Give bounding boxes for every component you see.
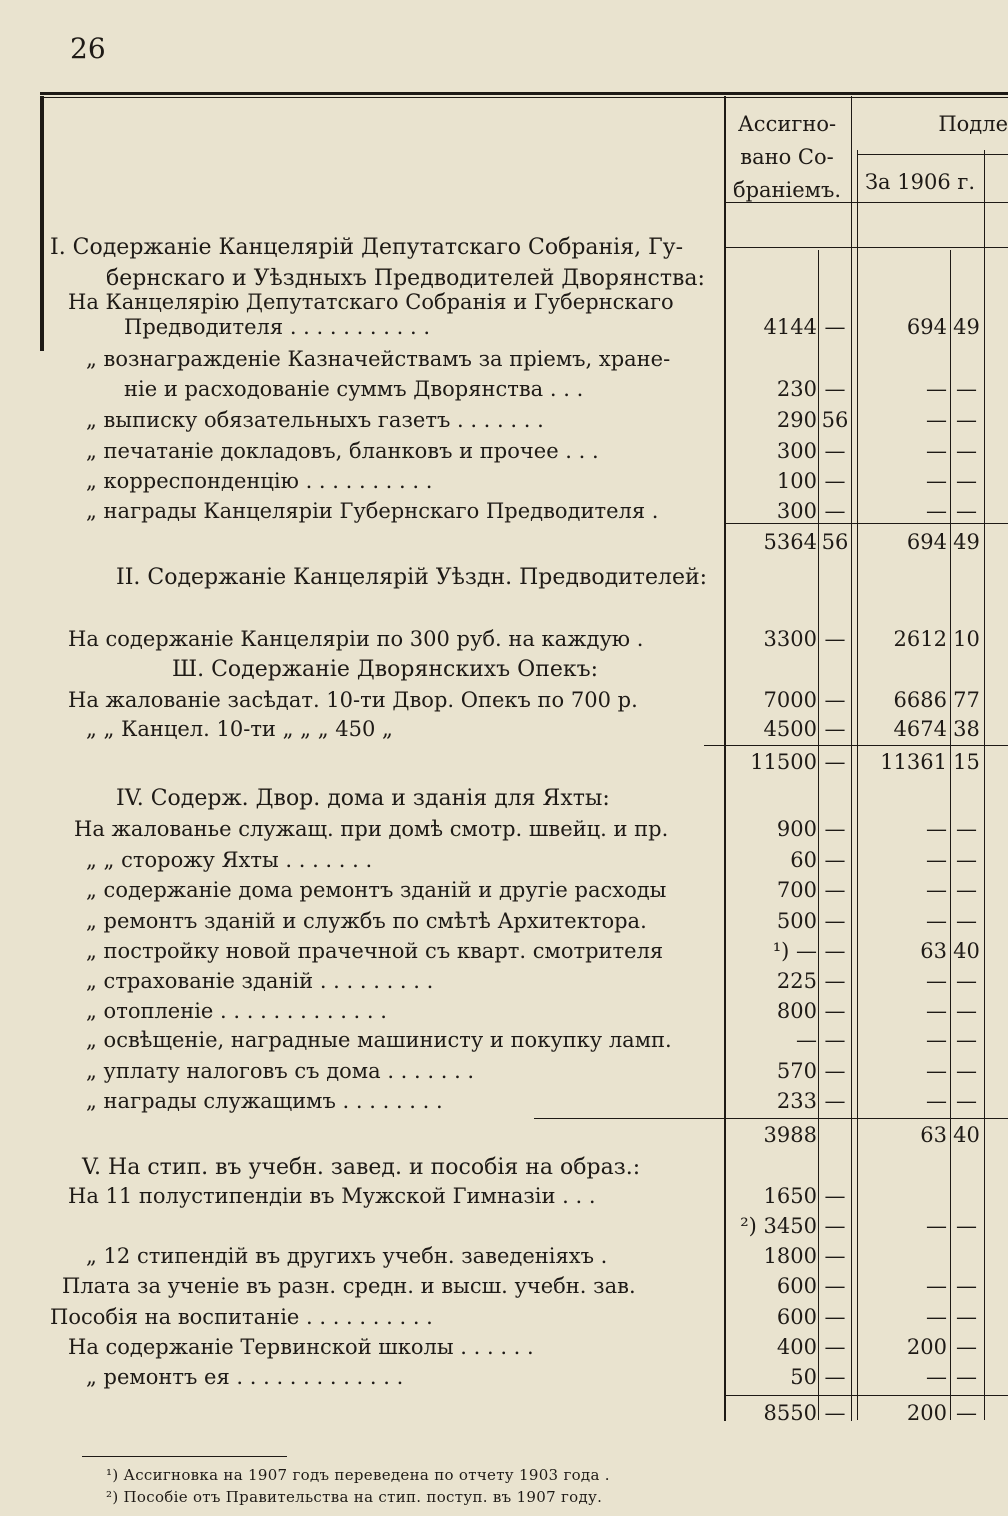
assigned-kopecks: —: [824, 999, 846, 1023]
assigned-rubles: 300: [776, 499, 817, 523]
assigned-rubles: 400: [776, 1335, 817, 1359]
assigned-rubles: 700: [776, 878, 817, 902]
assigned-rubles: 230: [776, 377, 817, 401]
assigned-rubles: 1800: [763, 1244, 817, 1268]
ledger-row: [0, 996, 1008, 1026]
spent-kopecks: —: [956, 439, 977, 463]
assigned-rubles: 8550: [763, 1401, 817, 1425]
spent-rubles: 694: [906, 530, 947, 554]
row-label: „ 12 стипендій въ другихъ учебн. заведеніяхъ .: [86, 1244, 608, 1268]
ledger-row: [0, 1181, 1008, 1211]
spent-kopecks: 40: [953, 939, 980, 963]
spent-rubles: —: [926, 1274, 947, 1298]
ledger-row: [0, 936, 1008, 966]
assigned-rubles: ¹) —: [772, 939, 817, 963]
assigned-kopecks: —: [824, 688, 846, 712]
spent-kopecks: —: [956, 969, 977, 993]
header-assigned-line: браніемъ.: [732, 178, 842, 202]
spent-rubles: —: [926, 999, 947, 1023]
header-year: За 1906 г.: [864, 170, 976, 194]
assigned-kopecks: —: [824, 817, 846, 841]
assigned-kopecks: —: [824, 1028, 846, 1052]
top-rule-thin: [40, 97, 1008, 98]
spent-kopecks: —: [956, 469, 977, 493]
section-heading: [0, 784, 1008, 814]
row-label: бернскаго и Уѣздныхъ Предводителей Дворянства:: [106, 266, 705, 291]
header-assigned-line: Ассигно-: [737, 112, 837, 136]
assigned-kopecks: —: [824, 1305, 846, 1329]
header-assigned-line: вано Со-: [740, 145, 834, 169]
assigned-rubles: 100: [776, 469, 817, 493]
assigned-kopecks: —: [824, 315, 846, 339]
assigned-kopecks: —: [824, 1214, 846, 1238]
spent-rubles: 694: [906, 315, 947, 339]
assigned-rubles: 4500: [763, 717, 817, 741]
spent-kopecks: 49: [953, 530, 980, 554]
spent-rubles: —: [926, 1305, 947, 1329]
spent-rubles: —: [926, 469, 947, 493]
assigned-rubles: 11500: [750, 750, 817, 774]
spent-rubles: —: [926, 1089, 947, 1113]
assigned-kopecks: —: [824, 878, 846, 902]
assigned-rubles: 600: [776, 1305, 817, 1329]
spent-kopecks: —: [956, 408, 977, 432]
spent-rubles: —: [926, 909, 947, 933]
ledger-row: [0, 1362, 1008, 1392]
assigned-kopecks: —: [824, 1335, 846, 1359]
page-number: 26: [70, 32, 106, 65]
row-label: „ „ сторожу Яхты . . . . . . .: [86, 848, 373, 872]
assigned-rubles: —: [796, 1028, 817, 1052]
spent-kopecks: 10: [953, 627, 980, 651]
assigned-kopecks: —: [824, 499, 846, 523]
assigned-kopecks: —: [824, 969, 846, 993]
assigned-kopecks: —: [824, 377, 846, 401]
assigned-kopecks: —: [824, 1365, 846, 1389]
assigned-rubles: 800: [776, 999, 817, 1023]
spent-rubles: —: [926, 878, 947, 902]
row-label: На Канцелярію Депутатскаго Собранія и Губернскаго: [68, 290, 674, 314]
spent-kopecks: 38: [953, 717, 980, 741]
assigned-kopecks: —: [824, 717, 846, 741]
spent-rubles: —: [926, 969, 947, 993]
section-heading: [0, 1153, 1008, 1183]
header-divider: [857, 154, 1008, 155]
spent-kopecks: —: [956, 1059, 977, 1083]
row-label: IV. Содерж. Двор. дома и зданія для Яхты:: [116, 786, 610, 811]
assigned-rubles: 500: [776, 909, 817, 933]
assigned-kopecks: —: [824, 1089, 846, 1113]
row-label: „ ремонтъ ея . . . . . . . . . . . . .: [86, 1365, 404, 1389]
assigned-rubles: 233: [776, 1089, 817, 1113]
spent-rubles: 63: [920, 1123, 947, 1147]
row-label: „ постройку новой прачечной съ кварт. смотрителя: [86, 939, 664, 963]
spent-kopecks: —: [956, 1214, 977, 1238]
ledger-row: [0, 845, 1008, 875]
section-heading: [0, 563, 1008, 593]
assigned-kopecks: 56: [821, 408, 849, 432]
row-label: „ освѣщеніе, наградные машинисту и покупку ламп.: [86, 1028, 672, 1052]
assigned-rubles: 3988: [763, 1123, 817, 1147]
spent-rubles: —: [926, 817, 947, 841]
row-label: „ содержаніе дома ремонтъ зданій и другіе расходы: [86, 878, 667, 902]
total-rule: [534, 1118, 1008, 1119]
assigned-kopecks: —: [824, 439, 846, 463]
spent-rubles: —: [926, 1028, 947, 1052]
spent-kopecks: —: [956, 1089, 977, 1113]
assigned-rubles: 570: [776, 1059, 817, 1083]
spent-kopecks: 77: [953, 688, 980, 712]
row-label: На содержаніе Канцеляріи по 300 руб. на каждую .: [68, 627, 644, 651]
spent-kopecks: —: [956, 1305, 977, 1329]
row-label: „ отопленіе . . . . . . . . . . . . .: [86, 999, 387, 1023]
spent-rubles: 2612: [893, 627, 947, 651]
row-label: ніе и расходованіе суммъ Дворянства . . .: [124, 377, 584, 401]
assigned-rubles: 300: [776, 439, 817, 463]
spent-rubles: —: [926, 377, 947, 401]
row-label: „ „ Канцел. 10-ти „ „ „ 450 „: [86, 717, 393, 741]
assigned-kopecks: —: [824, 909, 846, 933]
spent-rubles: —: [926, 848, 947, 872]
assigned-rubles: 290: [776, 408, 817, 432]
ledger-row: [0, 1271, 1008, 1301]
header-divider: [724, 202, 1008, 203]
assigned-kopecks: —: [824, 848, 846, 872]
total-rule: [704, 745, 1008, 746]
spent-rubles: —: [926, 1365, 947, 1389]
assigned-kopecks: —: [824, 1059, 846, 1083]
row-label: Ш. Содержаніе Дворянскихъ Опекъ:: [172, 657, 599, 682]
ledger-row: [0, 624, 1008, 654]
ledger-row: [0, 1211, 1008, 1241]
ledger-row: [0, 1332, 1008, 1362]
ledger-row: [0, 1025, 1008, 1055]
assigned-rubles: 900: [776, 817, 817, 841]
ledger-row: [0, 466, 1008, 496]
assigned-rubles: ²) 3450: [740, 1214, 817, 1238]
assigned-kopecks: —: [824, 469, 846, 493]
ledger-row: [0, 405, 1008, 435]
row-label: „ ремонтъ зданій и службъ по смѣтѣ Архитектора.: [86, 909, 647, 933]
subtotal-row: [0, 1398, 1008, 1428]
spent-rubles: 63: [920, 939, 947, 963]
assigned-kopecks: —: [824, 1274, 846, 1298]
row-label: На содержаніе Тервинской школы . . . . . .: [68, 1335, 534, 1359]
ledger-row: [0, 966, 1008, 996]
assigned-kopecks: —: [824, 1184, 846, 1208]
assigned-rubles: 60: [790, 848, 817, 872]
assigned-kopecks: —: [824, 939, 846, 963]
row-label: „ награды Канцеляріи Губернскаго Предводителя .: [86, 499, 659, 523]
ledger-row: [0, 344, 1008, 374]
row-label: На жалованье служащ. при домѣ смотр. швейц. и пр.: [74, 817, 669, 841]
subtotal-row: [0, 527, 1008, 557]
spent-rubles: —: [926, 408, 947, 432]
spent-kopecks: 49: [953, 315, 980, 339]
row-label: На жалованіе засѣдат. 10-ти Двор. Опекъ по 700 р.: [68, 688, 638, 712]
row-label: II. Содержаніе Канцелярій Уѣздн. Предводителей:: [116, 565, 708, 590]
row-label: „ награды служащимъ . . . . . . . .: [86, 1089, 443, 1113]
spent-kopecks: —: [956, 878, 977, 902]
ledger-row: [0, 875, 1008, 905]
spent-kopecks: 15: [953, 750, 980, 774]
spent-kopecks: —: [956, 848, 977, 872]
section-heading: [0, 233, 1008, 263]
row-label: „ печатаніе докладовъ, бланковъ и прочее . . .: [86, 439, 599, 463]
row-label: „ корреспонденцію . . . . . . . . . .: [86, 469, 433, 493]
spent-kopecks: —: [956, 499, 977, 523]
footnote: ¹) Ассигновка на 1907 годъ переведена по отчету 1903 года .: [106, 1466, 610, 1484]
spent-rubles: 4674: [893, 717, 947, 741]
spent-kopecks: —: [956, 817, 977, 841]
assigned-kopecks: —: [824, 1244, 846, 1268]
assigned-rubles: 50: [790, 1365, 817, 1389]
subtotal-row: [0, 1120, 1008, 1150]
assigned-rubles: 5364: [763, 530, 817, 554]
footnote-rule: [82, 1456, 287, 1457]
spent-kopecks: —: [956, 377, 977, 401]
assigned-rubles: 7000: [763, 688, 817, 712]
row-label: На 11 полустипендіи въ Мужской Гимназіи . . .: [68, 1184, 596, 1208]
spent-rubles: 11361: [880, 750, 947, 774]
top-rule: [40, 92, 1008, 95]
spent-rubles: —: [926, 439, 947, 463]
spent-kopecks: —: [956, 1274, 977, 1298]
row-label: I. Содержаніе Канцелярій Депутатскаго Собранія, Гу-: [50, 235, 684, 260]
spent-kopecks: —: [956, 1335, 977, 1359]
assigned-rubles: 600: [776, 1274, 817, 1298]
ledger-row: [0, 374, 1008, 404]
spent-rubles: —: [926, 1214, 947, 1238]
ledger-row: [0, 1302, 1008, 1332]
ledger-row: [0, 1241, 1008, 1271]
spent-kopecks: —: [956, 1028, 977, 1052]
ledger-row: [0, 685, 1008, 715]
section-heading: [0, 655, 1008, 685]
ledger-row: [0, 1056, 1008, 1086]
assigned-rubles: 4144: [763, 315, 817, 339]
row-label: „ уплату налоговъ съ дома . . . . . . .: [86, 1059, 475, 1083]
subtotal-row: [0, 747, 1008, 777]
footnote: ²) Пособіе отъ Правительства на стип. поступ. въ 1907 году.: [106, 1488, 603, 1506]
assigned-kopecks: —: [824, 1401, 846, 1425]
ledger-row: [0, 906, 1008, 936]
assigned-kopecks: 56: [821, 530, 849, 554]
assigned-kopecks: —: [824, 627, 846, 651]
spent-rubles: —: [926, 499, 947, 523]
header-assigned: [726, 108, 848, 207]
spent-kopecks: —: [956, 909, 977, 933]
spent-rubles: 200: [906, 1335, 947, 1359]
ledger-row: [0, 1086, 1008, 1116]
spent-kopecks: —: [956, 999, 977, 1023]
row-label: „ страхованіе зданій . . . . . . . . .: [86, 969, 434, 993]
row-label: Пособія на воспитаніе . . . . . . . . . .: [50, 1305, 433, 1329]
spent-kopecks: —: [956, 1365, 977, 1389]
spent-rubles: 6686: [893, 688, 947, 712]
spent-rubles: 200: [906, 1401, 947, 1425]
total-rule: [724, 1395, 1008, 1396]
spent-kopecks: —: [956, 1401, 977, 1425]
spent-kopecks: 40: [953, 1123, 980, 1147]
header-subject: Подле: [938, 112, 1008, 136]
ledger-row: [0, 312, 1008, 342]
row-label: „ вознагражденіе Казначействамъ за пріемъ, хране-: [86, 347, 671, 371]
ledger-row: [0, 814, 1008, 844]
row-label: V. На стип. въ учебн. завед. и пособія на образ.:: [82, 1155, 641, 1180]
spent-rubles: —: [926, 1059, 947, 1083]
ledger-row: [0, 496, 1008, 526]
ledger-row: [0, 436, 1008, 466]
assigned-rubles: 3300: [763, 627, 817, 651]
row-label: Плата за ученіе въ разн. средн. и высш. учебн. зав.: [62, 1274, 636, 1298]
row-label: Предводителя . . . . . . . . . . .: [124, 315, 430, 339]
row-label: „ выписку обязательныхъ газетъ . . . . . . .: [86, 408, 544, 432]
assigned-rubles: 1650: [763, 1184, 817, 1208]
assigned-kopecks: —: [824, 750, 846, 774]
assigned-rubles: 225: [776, 969, 817, 993]
ledger-row: [0, 714, 1008, 744]
